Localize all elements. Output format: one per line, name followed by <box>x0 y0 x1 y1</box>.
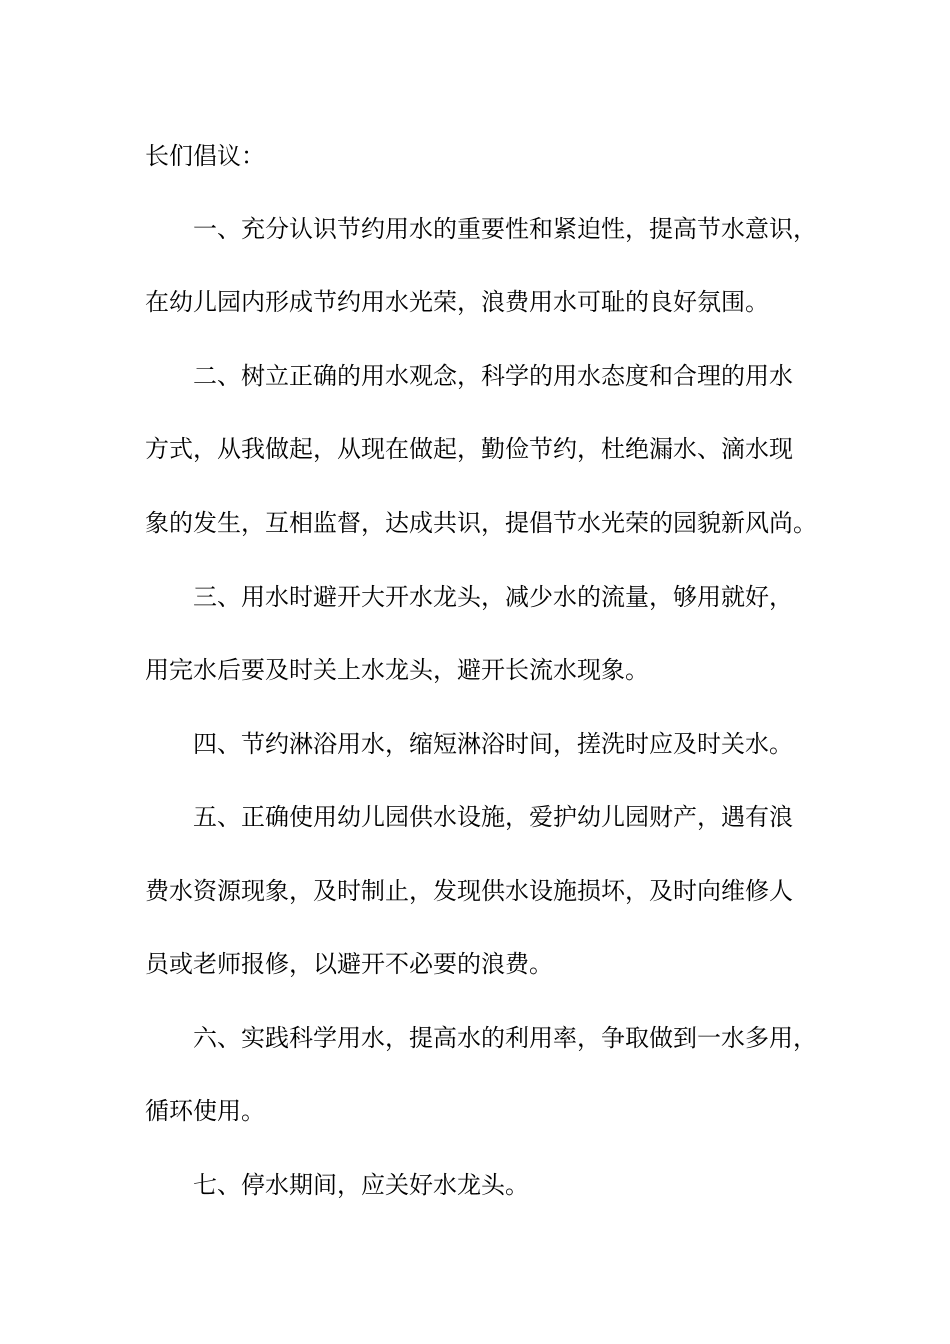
text-line-continuation: 长们倡议： <box>145 142 265 170</box>
item-2-line-3: 象的发生，互相监督，达成共识，提倡节水光荣的园貌新风尚。 <box>145 509 817 537</box>
item-5-line-2: 费水资源现象，及时制止，发现供水设施损坏，及时向维修人 <box>145 877 793 905</box>
item-5-line-1: 五、正确使用幼儿园供水设施，爱护幼儿园财产，遇有浪 <box>193 803 793 831</box>
item-1-line-1: 一、充分认识节约用水的重要性和紧迫性，提高节水意识， <box>193 215 817 243</box>
item-3-line-2: 用完水后要及时关上水龙头，避开长流水现象。 <box>145 656 649 684</box>
item-6-line-1: 六、实践科学用水，提高水的利用率，争取做到一水多用， <box>193 1024 817 1052</box>
item-3-line-1: 三、用水时避开大开水龙头，减少水的流量，够用就好， <box>193 583 793 611</box>
item-1-line-2: 在幼儿园内形成节约用水光荣，浪费用水可耻的良好氛围。 <box>145 288 769 316</box>
item-2-line-1: 二、树立正确的用水观念，科学的用水态度和合理的用水 <box>193 362 793 390</box>
item-2-line-2: 方式，从我做起，从现在做起，勤俭节约，杜绝漏水、滴水现 <box>145 435 793 463</box>
item-6-line-2: 循环使用。 <box>145 1097 265 1125</box>
item-5-line-3: 员或老师报修，以避开不必要的浪费。 <box>145 950 553 978</box>
item-7-line-1: 七、停水期间，应关好水龙头。 <box>193 1171 529 1199</box>
item-4-line-1: 四、节约淋浴用水，缩短淋浴时间，搓洗时应及时关水。 <box>193 730 793 758</box>
